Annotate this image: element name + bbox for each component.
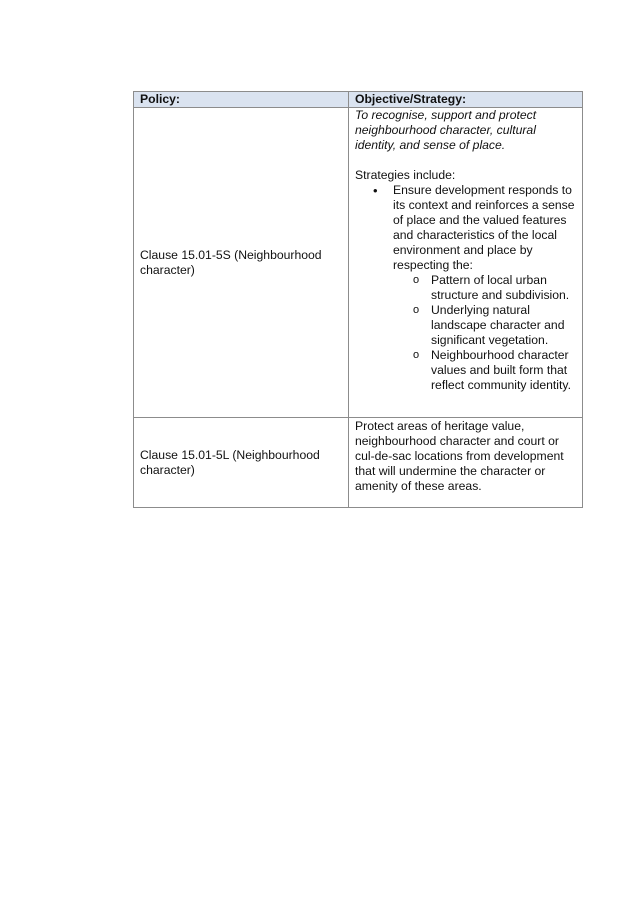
sub-list-item: o Pattern of local urban structure and subdivision. xyxy=(431,273,578,303)
policy-column-header: Policy: xyxy=(134,92,349,108)
strategy-list xyxy=(355,183,578,393)
table-row xyxy=(134,418,583,508)
objective-strategy-cell: Protect areas of heritage value, neighbourhood character and court or cul-de-sac locations from development that will undermine the character or amenity of these areas. xyxy=(349,418,583,508)
strategies-intro: Strategies include: xyxy=(355,168,456,182)
sub-list-item: o Neighbourhood character values and built form that reflect community identity. xyxy=(431,348,578,393)
policy-table xyxy=(133,91,583,508)
spacer xyxy=(355,153,578,168)
policy-cell: Clause 15.01-5L (Neighbourhood character) xyxy=(134,418,349,508)
strategy-sub-list xyxy=(393,273,578,393)
strategy-bullet-text: Ensure development responds to its context and reinforces a sense of place and the valued features and characteristics of the local environment and place by respecting the: xyxy=(393,183,575,272)
objective-strategy-cell xyxy=(349,108,583,418)
policy-cell: Clause 15.01-5S (Neighbourhood character) xyxy=(134,108,349,418)
table-header-row xyxy=(134,92,583,108)
sub-list-item: o Underlying natural landscape character and significant vegetation. xyxy=(431,303,578,348)
strategy-bullet-item xyxy=(393,183,578,393)
table-row xyxy=(134,108,583,418)
objective-text: To recognise, support and protect neighbourhood character, cultural identity, and sense of place. xyxy=(355,108,537,152)
objective-column-header: Objective/Strategy: xyxy=(349,92,583,108)
